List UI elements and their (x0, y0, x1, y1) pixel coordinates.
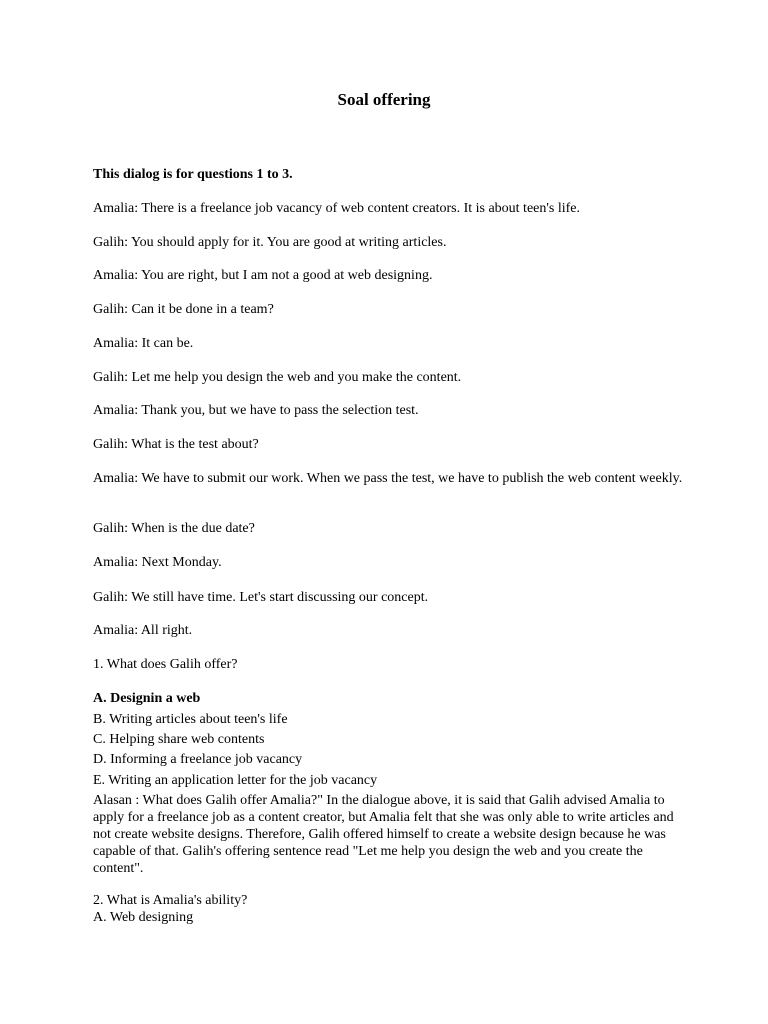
dialog-line: Galih: What is the test about? (93, 437, 259, 452)
dialog-line: Amalia: We have to submit our work. When we pass the test, we have to publish the web content weekly. (93, 471, 683, 486)
dialog-line: Amalia: There is a freelance job vacancy of web content creators. It is about teen's life. (93, 201, 580, 216)
dialog-line: Galih: We still have time. Let's start discussing our concept. (93, 590, 429, 605)
option-e: E. Writing an application letter for the job vacancy (93, 773, 378, 788)
section-heading: This dialog is for questions 1 to 3. (93, 167, 293, 182)
dialog-line: Amalia: Thank you, but we have to pass the selection test. (93, 403, 419, 418)
option-d: D. Informing a freelance job vacancy (93, 752, 303, 767)
question-1: 1. What does Galih offer? (93, 657, 238, 672)
dialog-line: Amalia: It can be. (93, 336, 194, 351)
dialog-line: Galih: Let me help you design the web and you make the content. (93, 370, 462, 385)
option-a-answer: A. Designin a web (93, 691, 201, 706)
option-a: A. Web designing (93, 910, 194, 925)
question-2: 2. What is Amalia's ability? (93, 893, 248, 908)
dialog-line: Amalia: Next Monday. (93, 555, 222, 570)
dialog-line: Amalia: You are right, but I am not a good at web designing. (93, 268, 433, 283)
explanation: Alasan : What does Galih offer Amalia?" In the dialogue above, it is said that Galih advised Amalia to apply for a freelance job as a content creator, but Amalia felt that she was only able to write articles and not create website designs. Therefore, Galih offered himself to create a website design because he was capable of that. Galih's offering sentence read "Let me help you design the web and you create the content". (93, 793, 674, 876)
dialog-line: Galih: Can it be done in a team? (93, 302, 274, 317)
option-c: C. Helping share web contents (93, 732, 265, 747)
option-b: B. Writing articles about teen's life (93, 712, 288, 727)
page-title: Soal offering (337, 90, 431, 109)
dialog-line: Galih: You should apply for it. You are good at writing articles. (93, 235, 447, 250)
dialog-line: Galih: When is the due date? (93, 521, 255, 536)
dialog-line: Amalia: All right. (93, 623, 193, 638)
